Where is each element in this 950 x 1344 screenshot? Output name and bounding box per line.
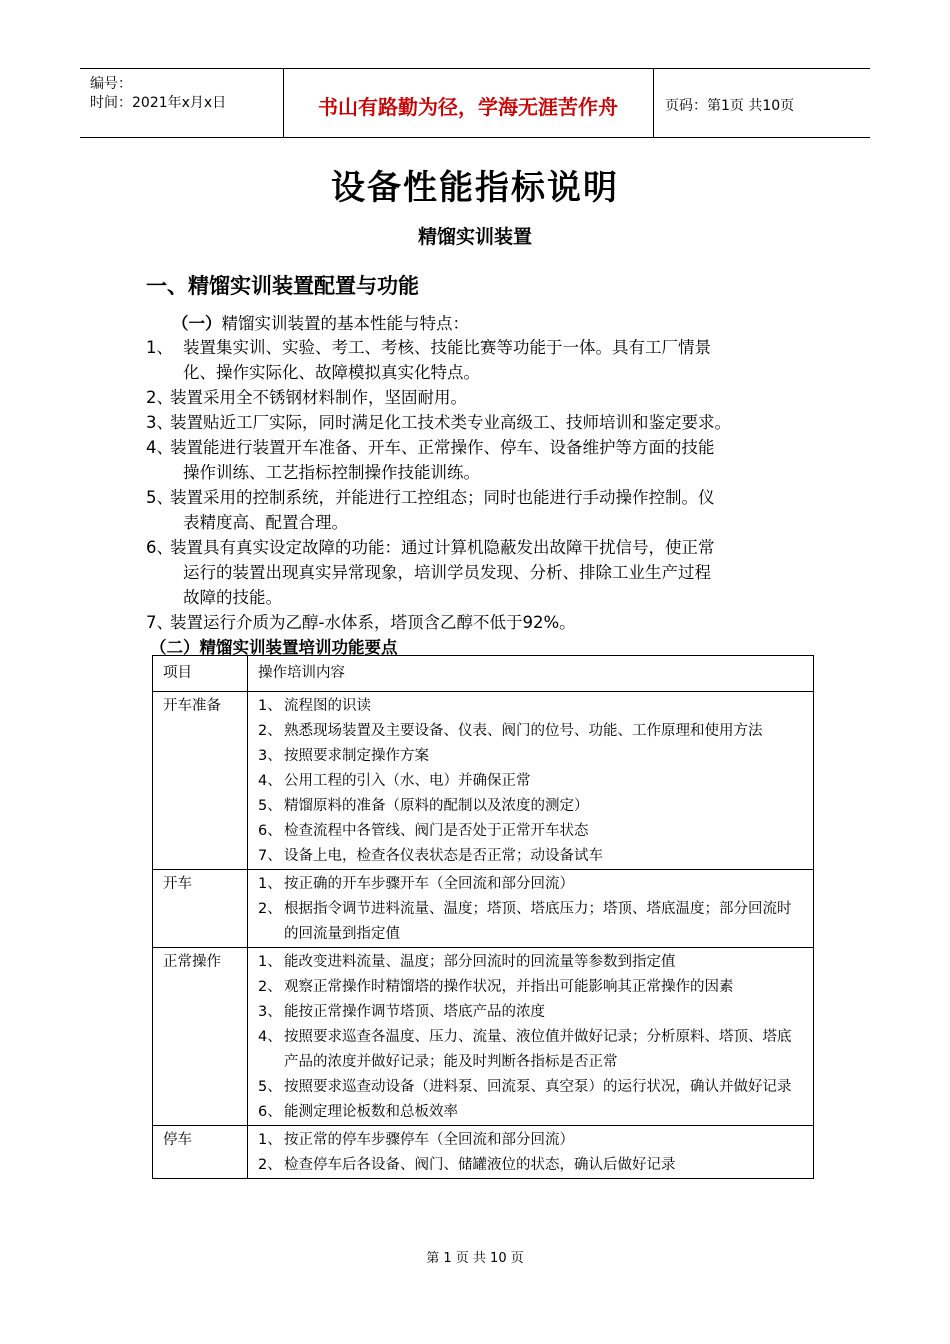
step-text: 流程图的识读	[284, 698, 371, 714]
step-number: 2、	[258, 979, 282, 995]
list-item-line: 装置运行介质为乙醇-水体系，塔顶含乙醇不低于92%。	[170, 613, 576, 632]
document-subtitle: 精馏实训装置	[417, 226, 532, 248]
subsection-text: 精馏实训装置的基本性能与特点：	[221, 314, 469, 333]
page-header	[80, 68, 870, 138]
document-title: 设备性能指标说明	[331, 168, 619, 208]
table-cell-content	[248, 1126, 814, 1179]
column-header-content: 操作培训内容	[248, 656, 814, 692]
feature-list	[146, 335, 826, 635]
step-number: 3、	[258, 748, 282, 764]
list-item-line: 装置集实训、实验、考工、考核、技能比赛等功能于一体。具有工厂情景	[183, 338, 711, 357]
step-item	[258, 1128, 805, 1153]
list-item-line: 装置采用全不锈钢材料制作，坚固耐用。	[170, 388, 467, 407]
row-label: 停车	[163, 1132, 192, 1148]
step-text: 熟悉现场装置及主要设备、仪表、阀门的位号、功能、工作原理和使用方法	[284, 723, 763, 739]
list-item-number: 4、	[146, 438, 173, 457]
table-cell-content	[248, 692, 814, 870]
step-number: 4、	[258, 1029, 282, 1045]
section-heading: 一、精馏实训装置配置与功能	[146, 274, 419, 298]
list-item	[146, 385, 826, 410]
table-header-row	[153, 656, 814, 692]
table-row	[153, 692, 814, 870]
list-item-line: 运行的装置出现真实异常现象，培训学员发现、分析、排除工业生产过程	[183, 563, 711, 582]
list-item-line: 操作训练、工艺指标控制操作技能训练。	[183, 463, 480, 482]
step-item	[258, 1100, 805, 1125]
step-text: 按照要求巡查动设备（进料泵、回流泵、真空泵）的运行状况，确认并做好记录	[284, 1079, 792, 1095]
table-row	[153, 1126, 814, 1179]
table-cell-item	[153, 1126, 248, 1179]
training-table	[152, 655, 814, 1179]
table-cell-content	[248, 948, 814, 1126]
step-item	[258, 1153, 805, 1178]
step-text: 按正常的停车步骤停车（全回流和部分回流）	[284, 1132, 574, 1148]
header-divider	[653, 69, 654, 137]
step-item	[258, 1000, 805, 1025]
page-footer: 第 1 页 共 10 页	[426, 1251, 524, 1266]
list-item-line: 故障的技能。	[183, 588, 282, 607]
serial-label: 编号：	[90, 76, 132, 92]
list-item	[146, 335, 826, 385]
row-label: 正常操作	[163, 954, 221, 970]
header-motto: 书山有路勤为径，学海无涯苦作舟	[318, 95, 618, 119]
step-number: 1、	[258, 698, 282, 714]
row-label: 开车	[163, 876, 192, 892]
step-item	[258, 975, 805, 1000]
step-item	[258, 744, 805, 769]
list-item-number: 1、	[146, 338, 173, 357]
step-text: 公用工程的引入（水、电）并确保正常	[284, 773, 531, 789]
step-item	[258, 844, 805, 869]
list-item-number: 5、	[146, 488, 173, 507]
step-item	[258, 897, 805, 947]
step-number: 7、	[258, 848, 282, 864]
list-item-number: 2、	[146, 388, 173, 407]
step-item	[258, 1025, 805, 1075]
step-text: 能按正常操作调节塔顶、塔底产品的浓度	[284, 1004, 545, 1020]
list-item	[146, 485, 826, 535]
step-number: 2、	[258, 901, 282, 917]
column-header-item: 项目	[153, 656, 248, 692]
table-row	[153, 948, 814, 1126]
step-number: 6、	[258, 1104, 282, 1120]
list-item	[146, 610, 826, 635]
step-text: 观察正常操作时精馏塔的操作状况，并指出可能影响其正常操作的因素	[284, 979, 734, 995]
header-meta	[90, 75, 226, 113]
list-item	[146, 435, 826, 485]
step-item	[258, 872, 805, 897]
table-cell-item	[153, 692, 248, 870]
step-number: 5、	[258, 798, 282, 814]
step-number: 1、	[258, 876, 282, 892]
table-row	[153, 870, 814, 948]
step-item	[258, 794, 805, 819]
list-item-line: 表精度高、配置合理。	[183, 513, 348, 532]
step-number: 4、	[258, 773, 282, 789]
step-number: 5、	[258, 1079, 282, 1095]
step-item	[258, 719, 805, 744]
step-item	[258, 819, 805, 844]
row-label: 开车准备	[163, 698, 221, 714]
step-text: 按照要求制定操作方案	[284, 748, 429, 764]
step-text: 根据指令调节进料流量、温度；塔顶、塔底压力；塔顶、塔底温度；部分回流时的回流量到指定值	[284, 901, 792, 942]
step-text: 能测定理论板数和总板效率	[284, 1104, 458, 1120]
table-cell-content	[248, 870, 814, 948]
step-text: 按正确的开车步骤开车（全回流和部分回流）	[284, 876, 574, 892]
step-number: 2、	[258, 1157, 282, 1173]
list-item-line: 化、操作实际化、故障模拟真实化特点。	[183, 363, 480, 382]
list-item-line: 装置采用的控制系统，并能进行工控组态；同时也能进行手动操作控制。仪	[170, 488, 715, 507]
table-cell-item	[153, 870, 248, 948]
step-text: 按照要求巡查各温度、压力、流量、液位值并做好记录；分析原料、塔顶、塔底产品的浓度并做好记录；能及时判断各指标是否正常	[284, 1029, 792, 1070]
step-item	[258, 694, 805, 719]
step-item	[258, 1075, 805, 1100]
list-item-line: 装置具有真实设定故障的功能：通过计算机隐蔽发出故障干扰信号，使正常	[170, 538, 715, 557]
step-text: 检查流程中各管线、阀门是否处于正常开车状态	[284, 823, 589, 839]
step-item	[258, 950, 805, 975]
step-text: 能改变进料流量、温度；部分回流时的回流量等参数到指定值	[284, 954, 676, 970]
list-item-line: 装置贴近工厂实际，同时满足化工技术类专业高级工、技师培训和鉴定要求。	[170, 413, 731, 432]
list-item-number: 3、	[146, 413, 173, 432]
step-text: 检查停车后各设备、阀门、储罐液位的状态，确认后做好记录	[284, 1157, 676, 1173]
step-item	[258, 769, 805, 794]
step-number: 1、	[258, 1132, 282, 1148]
step-number: 1、	[258, 954, 282, 970]
table-cell-item	[153, 948, 248, 1126]
time-label: 时间：2021年x月x日	[90, 95, 227, 111]
subsection-prefix: （一）	[172, 314, 222, 333]
step-text: 设备上电，检查各仪表状态是否正常；动设备试车	[284, 848, 603, 864]
header-page-info: 页码：第1页 共10页	[665, 98, 795, 114]
step-number: 6、	[258, 823, 282, 839]
subsection-heading	[172, 310, 469, 334]
list-item	[146, 535, 826, 610]
step-number: 3、	[258, 1004, 282, 1020]
subsection2-heading: （二）精馏实训装置培训功能要点	[150, 638, 398, 657]
list-item-number: 7、	[146, 613, 173, 632]
list-item-line: 装置能进行装置开车准备、开车、正常操作、停车、设备维护等方面的技能	[170, 438, 715, 457]
list-item-number: 6、	[146, 538, 173, 557]
step-number: 2、	[258, 723, 282, 739]
list-item	[146, 410, 826, 435]
step-text: 精馏原料的准备（原料的配制以及浓度的测定）	[284, 798, 589, 814]
